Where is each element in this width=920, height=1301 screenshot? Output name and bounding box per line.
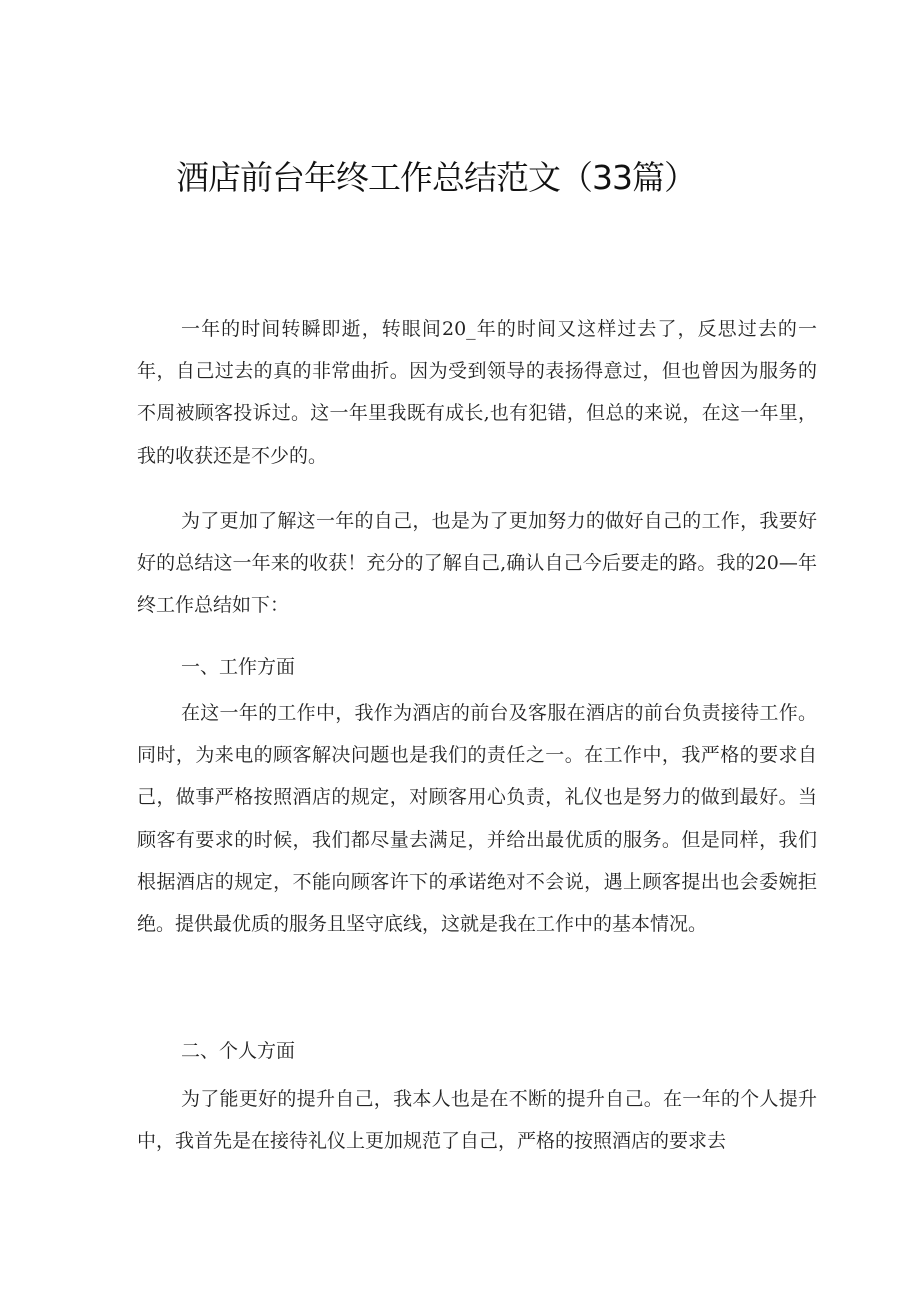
section-personal-paragraph-block (137, 1078, 817, 1162)
section-work-heading: 一、工作方面 (181, 656, 296, 678)
section-personal-paragraph: 为了能更好的提升自己，我本人也是在不断的提升自己。在一年的个人提升中，我首先是在接待礼仪上更加规范了自己，严格的按照酒店的要求去 (137, 1088, 817, 1153)
section-work-paragraph-block (137, 692, 817, 945)
summary-paragraph-block (137, 500, 817, 627)
section-personal-heading: 二、个人方面 (181, 1040, 296, 1062)
section-work-heading-block (137, 646, 817, 688)
intro-paragraph-block (137, 308, 817, 477)
document-title: 酒店前台年终工作总结范文（33篇） (176, 158, 696, 197)
intro-paragraph: 一年的时间转瞬即逝，转眼间20_年的时间又这样过去了，反思过去的一年，自己过去的真的非常曲折。因为受到领导的表扬得意过，但也曾因为服务的不周被顾客投诉过。这一年里我既有成长,也有犯错，但总的来说，在这一年里，我的收获还是不少的。 (137, 318, 817, 467)
section-personal-heading-block (137, 1030, 817, 1072)
summary-paragraph: 为了更加了解这一年的自己，也是为了更加努力的做好自己的工作，我要好好的总结这一年来的收获！充分的了解自己,确认自己今后要走的路。我的20—年终工作总结如下： (137, 510, 817, 617)
section-work-paragraph: 在这一年的工作中，我作为酒店的前台及客服在酒店的前台负责接待工作。同时，为来电的顾客解决问题也是我们的责任之一。在工作中，我严格的要求自己，做事严格按照酒店的规定，对顾客用心负责，礼仪也是努力的做到最好。当顾客有要求的时候，我们都尽量去满足，并给出最优质的服务。但是同样，我们根据酒店的规定，不能向顾客许下的承诺绝对不会说，遇上顾客提出也会委婉拒绝。提供最优质的服务且坚守底线，这就是我在工作中的基本情况。 (137, 702, 817, 936)
